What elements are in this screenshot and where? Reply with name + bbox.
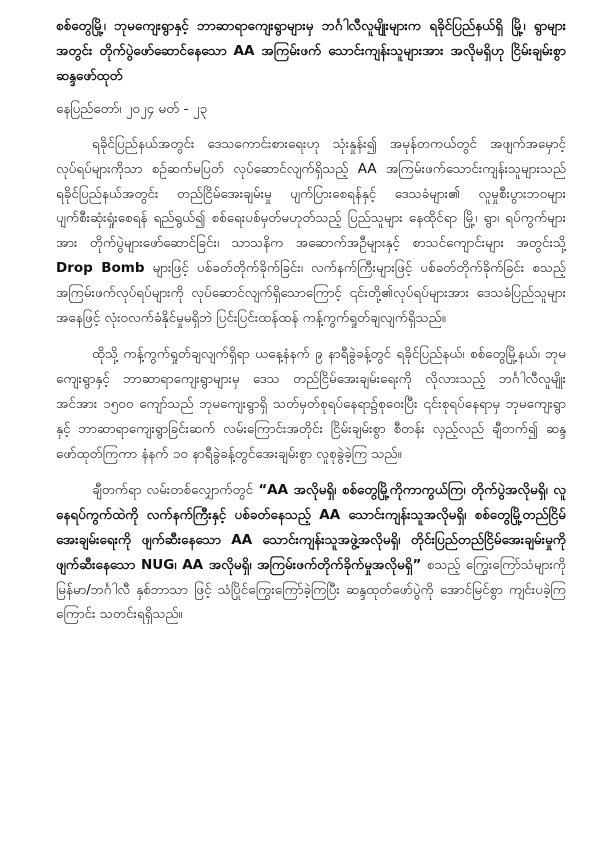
paragraph-3-intro: ချီတက်ရာ လမ်းတစ်လျှောက်တွင် <box>92 482 254 499</box>
paragraph-3-rest: စသည့် ကြွေးကြော်သံများကို မြန်မာ/ဘင်္ဂါလီ နှစ်ဘာသာ ဖြင့် သံပြိုင်ကြွေးကြော်ခဲ့ကြပြီး ဆန္ဒထုတ်ဖော်ပွဲကို အောင်မြင်စွာ ကျင်းပခဲ့ကြကြောင်း သတင်းရရှိသည်။ <box>56 556 566 623</box>
paragraph-3 <box>56 478 566 627</box>
paragraph-1-text: ရခိုင်ပြည်နယ်အတွင်း ဒေသကောင်းစားရေးဟု သုံးနှုန်း၍ အမုန်တကယ်တွင် အဖျက်အမှောင့်လုပ်ရပ်များကိုသာ စဉ်ဆက်မပြတ် လုပ်ဆောင်လျက်ရှိသည့် AA အကြမ်းဖက်သောင်းကျန်းသူများသည် ရခိုင်ပြည်နယ်အတွင်း တည်ငြိမ်အေးချမ်းမှု ပျက်ပြားစေရန်နှင့် ဒေသခံများ၏ လူမှုစီးပွားဘဝများ ပျက်စီးဆုံးရှုံးစေရန် ရည်ရွယ်၍ စစ်ရေးပစ်မှတ်မဟုတ်သည့် ပြည်သူများ နေထိုင်ရာ မြို့၊ ရွာ၊ ရပ်ကွက်များအား တိုက်ပွဲများဖော်ဆောင်ခြင်း၊ သာသနိက အဆောက်အဦများနှင့် စာသင်ကျောင်းများ အတွင်းသို့ <box>56 136 566 252</box>
paragraph-1 <box>56 132 566 330</box>
slogans-quote: “AA အလိုမရှိ၊ စစ်တွေမြို့ကိုကာကွယ်ကြ၊ တိုက်ပွဲအလိုမရှိ၊ လူနေရပ်ကွက်ထဲကို လက်နက်ကြီးနှင့် ပစ်ခတ်နေသည့် AA သောင်းကျန်းသူအလိုမရှိ၊ စစ်တွေမြို့တည်ငြိမ်အေးချမ်းရေးကို ဖျက်ဆီးနေသော AA သောင်းကျန်းသူအဖွဲ့အလိုမရှိ၊ တိုင်းပြည်တည်ငြိမ်အေးချမ်းမှုကို ဖျက်ဆီးနေသော NUG၊ AA အလိုမရှိ၊ အကြမ်းဖက်တိုက်ခိုက်မှုအလိုမရှိ” <box>56 482 567 573</box>
paragraph-1-rest: များဖြင့် ပစ်ခတ်တိုက်ခိုက်ခြင်း၊ လက်နက်ကြီးများဖြင့် ပစ်ခတ်တိုက်ခိုက်ခြင်း စသည့် အကြမ်းဖက်လုပ်ရပ်များကို လုပ်ဆောင်လျက်ရှိသောကြောင့် ၎င်းတို့၏လုပ်ရပ်များအား ဒေသခံပြည်သူများအနေဖြင့် လုံးဝလက်ခံနိုင်မှုမရှိဘဲ ပြင်းပြင်းထန်ထန် ကန့်ကွက်ရှုတ်ချလျက်ရှိသည်။ <box>56 259 566 326</box>
paragraph-2: ထိုသို့ ကန့်ကွက်ရှုတ်ချလျက်ရှိရာ ယနေ့နံနက် ၉ နာရီခွဲခန့်တွင် ရခိုင်ပြည်နယ်၊ စစ်တွေမြို့နယ်၊ ဘုမကျေးရွာနှင့် ဘာဆာရာကျေးရွာများမှ ဒေသ တည်ငြိမ်အေးချမ်းရေးကို လိုလားသည့် ဘင်္ဂါလီလူမျိုး အင်အား ၁၅၀၀ ကျော်သည် ဘုမကျေးရွာရှိ သတ်မှတ်စုရပ်နေရာ၌စုဝေးပြီး ၎င်းစုရပ်နေရာမှ ဘုမကျေးရွာနှင့် ဘာဆာရာကျေးရွာခြင်းဆက် လမ်းကြောင်းအတိုင်း ငြိမ်းချမ်းစွာ စီတန်း လှည့်လည် ချီတက်၍ ဆန္ဒဖော်ထုတ်ကြကာ နံနက် ၁၀ နာရီခွဲခန့်တွင်အေးချမ်းစွာ လူစုခွဲခဲ့ကြ သည်။ <box>56 346 566 462</box>
headline: စစ်တွေမြို့၊ ဘုမကျေးရွာနှင့် ဘာဆာရာကျေးရွာများမှ ဘင်္ဂါလီလူမျိုးများက ရခိုင်ပြည်နယ်ရှိ မြို့၊ ရွာများအတွင်း တိုက်ပွဲဖော်ဆောင်နေသော AA အကြမ်းဖက် သောင်းကျန်းသူများအား အလိုမရှိဟု ငြိမ်းချမ်းစွာ ဆန္ဒဖော်ထုတ် <box>56 18 566 84</box>
dateline: နေပြည်တော်၊ ၂၀၂၄ မတ် - ၂၃ <box>56 101 208 117</box>
drop-bomb-term: Drop Bomb <box>56 259 145 276</box>
